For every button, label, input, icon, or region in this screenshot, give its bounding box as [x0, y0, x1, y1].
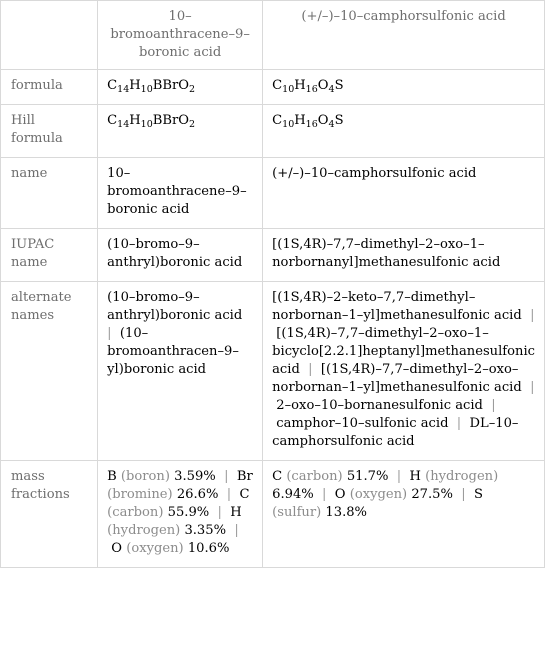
name-cell: 10–bromoanthracene–9–boronic acid — [98, 158, 263, 229]
alternate-name: [(1S,4R)–2–keto–7,7–dimethyl–norbornan–1–yl]methanesulfonic acid — [272, 290, 522, 323]
row-label: name — [1, 158, 98, 229]
row-name — [1, 158, 545, 229]
formula-element: S — [334, 78, 344, 93]
row-label: formula — [1, 70, 98, 105]
formula-cell — [98, 105, 263, 158]
formula-element: H — [294, 78, 306, 93]
alternate-name: [(1S,4R)–7,7–dimethyl–2–oxo–norbornan–1–yl]methanesulfonic acid — [272, 362, 522, 395]
header-corner — [1, 1, 98, 70]
formula-subscript: 4 — [328, 119, 335, 130]
alternate-name: (10–bromo–9–anthryl)boronic acid — [107, 290, 243, 323]
element-name: (boron) — [120, 469, 170, 484]
formula-subscript: 14 — [117, 84, 130, 95]
formula-subscript: 4 — [328, 84, 335, 95]
mass-fraction-entry — [272, 469, 388, 484]
separator: | — [209, 505, 231, 520]
mass-percent: 13.8% — [325, 505, 368, 520]
element-name: (oxygen) — [349, 487, 408, 502]
mass-percent: 55.9% — [167, 505, 210, 520]
mass-percent: 51.7% — [346, 469, 389, 484]
row-formula — [1, 70, 545, 105]
mass-percent: 3.35% — [184, 523, 227, 538]
mass-percent: 3.59% — [174, 469, 216, 484]
row-mass-fractions — [1, 461, 545, 568]
formula-element: H — [129, 78, 141, 93]
row-label: mass fractions — [1, 461, 98, 568]
mass-fractions-cell — [98, 461, 263, 568]
formula-element: S — [334, 113, 344, 128]
element-name: (sulfur) — [272, 505, 322, 520]
row-hill-formula — [1, 105, 545, 158]
element-symbol: H — [230, 505, 242, 520]
mass-percent: 27.5% — [411, 487, 453, 502]
mass-percent: 6.94% — [272, 487, 314, 502]
separator: | — [448, 416, 470, 431]
formula-subscript: 10 — [140, 84, 153, 95]
mass-percent: 26.6% — [176, 487, 219, 502]
mass-fraction-entry — [107, 469, 216, 484]
element-name: (carbon) — [286, 469, 343, 484]
formula-element: O — [317, 78, 329, 93]
element-symbol: C — [239, 487, 250, 502]
formula-cell — [98, 70, 263, 105]
element-symbol: C — [272, 469, 283, 484]
element-symbol: O — [111, 541, 123, 556]
formula-element: C — [107, 78, 118, 93]
separator: | — [313, 487, 335, 502]
formula-subscript: 10 — [282, 119, 295, 130]
formula-element: BBrO — [152, 113, 190, 128]
separator: | — [218, 487, 240, 502]
separator: | — [388, 469, 410, 484]
alt-names-cell — [98, 282, 263, 461]
separator: | — [272, 380, 535, 413]
alternate-name: camphor–10–sulfonic acid — [276, 416, 449, 431]
separator: | — [107, 523, 239, 556]
formula-subscript: 16 — [305, 84, 318, 95]
header-compound-1: 10–bromoanthracene–9–boronic acid — [98, 1, 263, 70]
name-cell: (+/–)–10–camphorsulfonic acid — [263, 158, 545, 229]
separator: | — [107, 308, 247, 341]
separator: | — [272, 308, 535, 341]
formula-element: BBrO — [152, 78, 190, 93]
row-label: Hill formula — [1, 105, 98, 158]
row-alternate-names — [1, 282, 545, 461]
iupac-cell: [(1S,4R)–7,7–dimethyl–2–oxo–1–norbornanyl]methanesulfonic acid — [263, 229, 545, 282]
separator: | — [272, 398, 496, 431]
mass-fraction-entry — [335, 487, 453, 502]
alternate-name: [(1S,4R)–7,7–dimethyl–2–oxo–1–bicyclo[2.2.1]heptanyl]methanesulfonic acid — [272, 326, 535, 377]
formula-subscript: 16 — [305, 119, 318, 130]
row-label: alternate names — [1, 282, 98, 461]
element-symbol: B — [107, 469, 117, 484]
mass-percent: 10.6% — [187, 541, 230, 556]
header-row — [1, 1, 545, 70]
formula-element: C — [107, 113, 118, 128]
separator: | — [299, 362, 321, 377]
formula-element: H — [294, 113, 306, 128]
formula-element: C — [272, 78, 283, 93]
formula-subscript: 2 — [189, 119, 196, 130]
separator: | — [452, 487, 475, 502]
formula-element: H — [129, 113, 141, 128]
element-symbol: H — [409, 469, 421, 484]
formula-element: O — [317, 113, 329, 128]
mass-fraction-entry — [111, 541, 229, 556]
row-iupac-name — [1, 229, 545, 282]
mass-fractions-cell — [263, 461, 545, 568]
alternate-name: 2–oxo–10–bornanesulfonic acid — [276, 398, 483, 413]
element-symbol: S — [474, 487, 483, 502]
row-label: IUPAC name — [1, 229, 98, 282]
iupac-cell: (10–bromo–9–anthryl)boronic acid — [98, 229, 263, 282]
formula-cell — [263, 70, 545, 105]
alt-names-cell — [263, 282, 545, 461]
formula-subscript: 10 — [282, 84, 295, 95]
formula-element: C — [272, 113, 283, 128]
element-name: (bromine) — [107, 487, 173, 502]
alternate-name: DL–10–camphorsulfonic acid — [272, 416, 519, 449]
element-symbol: Br — [236, 469, 253, 484]
element-name: (carbon) — [107, 505, 164, 520]
formula-subscript: 10 — [140, 119, 153, 130]
header-compound-2: (+/–)–10–camphorsulfonic acid — [263, 1, 545, 70]
alternate-name: (10–bromoanthracen–9–yl)boronic acid — [107, 326, 239, 377]
formula-subscript: 2 — [189, 84, 196, 95]
formula-cell — [263, 105, 545, 158]
element-name: (hydrogen) — [107, 523, 181, 538]
element-name: (oxygen) — [126, 541, 184, 556]
separator: | — [215, 469, 237, 484]
formula-subscript: 14 — [117, 119, 130, 130]
element-symbol: O — [334, 487, 346, 502]
element-name: (hydrogen) — [425, 469, 499, 484]
